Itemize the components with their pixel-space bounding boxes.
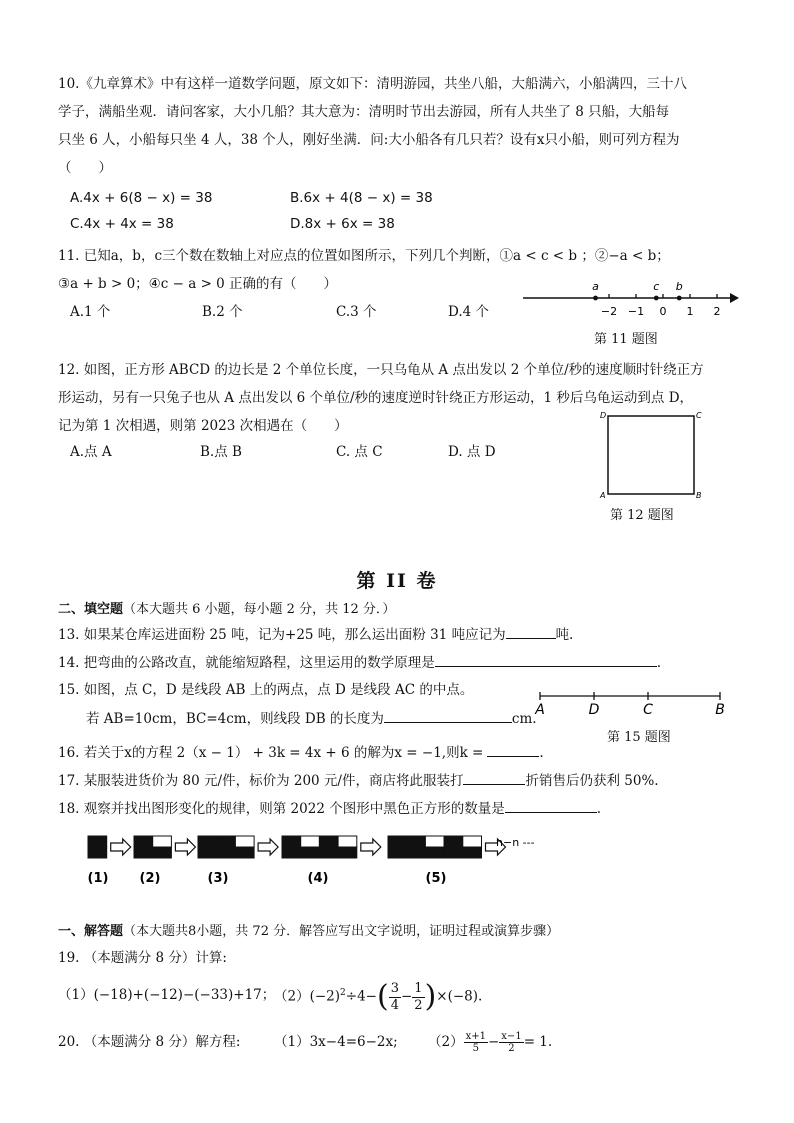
q16 xyxy=(58,742,544,763)
q19-fraction-2 xyxy=(412,981,424,1014)
solve-heading-rest: （本大题共8小题，共 72 分．解答应写出文字说明，证明过程或演算步骤） xyxy=(123,924,560,939)
solve-heading xyxy=(58,920,559,939)
q20-p2-end: = 1. xyxy=(523,1034,553,1050)
pattern-square xyxy=(217,847,236,858)
q19-f1-den: 4 xyxy=(390,997,399,1013)
pattern-square xyxy=(198,836,217,847)
number-line-tick-label: 2 xyxy=(713,305,721,318)
q12-option-d: D. 点 D xyxy=(448,444,496,460)
q19-fraction-1 xyxy=(389,981,401,1014)
arrow-right-icon xyxy=(175,839,195,855)
q20-f1-den: 5 xyxy=(472,1043,479,1054)
pattern-tail-label: n−n --- xyxy=(496,836,535,849)
q20-fraction-1 xyxy=(464,1031,488,1054)
q19-f2-den: 2 xyxy=(414,997,423,1013)
pattern-square xyxy=(153,847,172,858)
pattern-square xyxy=(388,836,407,847)
pattern-square xyxy=(301,847,320,858)
q19-minus: − xyxy=(400,988,413,1005)
q10-line1: 10.《九章算术》中有这样一道数学问题，原文如下：清明游园，共坐八船，大船满六，小船满四，三十八 xyxy=(58,76,687,92)
q12-option-c: C. 点 C xyxy=(336,444,383,460)
q12-line2: 形运动，另有一只兔子也从 A 点出发以 6 个单位/秒的速度逆时针绕正方形运动，1 秒后乌龟运动到点 D， xyxy=(58,390,694,406)
q16-text: 16. 若关于x的方程 2（x − 1） + 3k = 4x + 6 的解为x = −1,则k = xyxy=(58,745,484,761)
pattern-square xyxy=(134,847,153,858)
pattern-label: (4) xyxy=(307,871,329,886)
q12-option-b: B.点 B xyxy=(200,444,242,460)
q13-text: 13. 如果某仓库运进面粉 25 吨，记为+25 吨，那么运出面粉 31 吨应记为 xyxy=(58,627,506,643)
q18-blank[interactable] xyxy=(505,798,597,813)
corner-c-label: C xyxy=(696,411,702,420)
pattern-square xyxy=(88,847,107,858)
q14-end: . xyxy=(656,655,662,671)
q11-caption: 第 11 题图 xyxy=(594,332,658,347)
q20-f2-den: 2 xyxy=(508,1043,515,1054)
q19-f1-num: 3 xyxy=(390,980,399,996)
q10-line3: 只坐 6 人，小船每只坐 4 人，38 个人，刚好坐满．问:大小船各有几只若？设有x只小船，则可列方程为 xyxy=(58,132,680,148)
q19-open-paren: ( xyxy=(376,979,389,1014)
q19-p2-mid: ÷4− xyxy=(345,988,377,1005)
q13 xyxy=(58,624,573,645)
pattern-square xyxy=(444,836,463,847)
q19-close-paren: ) xyxy=(424,979,437,1014)
q20-minus: − xyxy=(487,1034,500,1050)
corner-a-label: A xyxy=(600,491,606,500)
q15-unit: cm. xyxy=(511,711,537,727)
q17-text: 17. 某服装进货价为 80 元/件，标价为 200 元/件，商店将此服装打 xyxy=(58,773,464,789)
q19-f2-num: 1 xyxy=(414,980,423,996)
number-line-point-c xyxy=(654,296,659,301)
number-line-arrow-icon xyxy=(730,293,739,303)
q10-option-b: B.6x + 4(8 − x) = 38 xyxy=(290,190,433,206)
fill-heading-rest: （本大题共 6 小题，每小题 2 分，共 12 分．） xyxy=(123,602,396,617)
pattern-label: (5) xyxy=(425,871,447,886)
q11-option-b: B.2 个 xyxy=(202,304,243,320)
number-line-point-b xyxy=(677,296,682,301)
q15-text: 若 AB=10cm，BC=4cm，则线段 DB 的长度为 xyxy=(86,711,384,727)
q11-line1: 11. 已知a，b，c三个数在数轴上对应点的位置如图所示，下列几个判断，①a < c < b ；②−a < b； xyxy=(58,248,670,264)
arrow-right-icon xyxy=(111,839,131,855)
fill-heading xyxy=(58,598,395,617)
q10-option-d: D.8x + 6x = 38 xyxy=(290,216,395,232)
q14 xyxy=(58,652,661,673)
number-line-point-label: b xyxy=(675,280,683,293)
q20-f1-num: x+1 xyxy=(465,1031,486,1042)
q20-fraction-2 xyxy=(499,1031,523,1054)
segment-point-label: B xyxy=(715,702,725,718)
q15-line1: 15. 如图，点 C，D 是线段 AB 上的两点，点 D 是线段 AC 的中点。 xyxy=(58,682,474,698)
q19-exponent: 2 xyxy=(340,988,346,998)
q12-square-figure xyxy=(598,408,710,500)
q20-f2-num: x−1 xyxy=(501,1031,522,1042)
pattern-square xyxy=(217,836,236,847)
segment-point-label: D xyxy=(588,702,600,718)
q19-part1: （1）(−18)+(−12)−(−33)+17； xyxy=(58,987,276,1003)
q19-p2-end: ×(−8). xyxy=(436,988,483,1005)
q15-caption: 第 15 题图 xyxy=(607,730,671,745)
pattern-square xyxy=(235,836,254,847)
pattern-square xyxy=(153,836,172,847)
q16-blank[interactable] xyxy=(487,742,539,757)
pattern-square xyxy=(463,836,482,847)
q11-line2: ③a + b > 0；④c − a > 0 正确的有（ ） xyxy=(58,276,338,292)
q19-title: 19. （本题满分 8 分）计算: xyxy=(58,950,227,966)
q10-option-a: A.4x + 6(8 − x) = 38 xyxy=(70,190,213,206)
pattern-square xyxy=(407,847,426,858)
q12-line1: 12. 如图，正方形 ABCD 的边长是 2 个单位长度，一只乌龟从 A 点出发以 2 个单位/秒的速度顺时针绕正方 xyxy=(58,362,704,378)
q18-text: 18. 观察并找出图形变化的规律，则第 2022 个图形中黑色正方形的数量是 xyxy=(58,801,505,817)
q13-blank[interactable] xyxy=(506,624,556,639)
solve-heading-bold: 一、解答题 xyxy=(58,924,124,939)
q17 xyxy=(58,770,659,791)
number-line-point-label: c xyxy=(653,280,660,293)
pattern-square xyxy=(338,836,357,847)
q19-part2 xyxy=(274,976,482,1014)
q10-line4: （ ） xyxy=(58,160,112,176)
arrow-right-icon xyxy=(361,839,381,855)
q15-blank[interactable] xyxy=(384,708,512,723)
pattern-label: (2) xyxy=(139,871,161,886)
corner-b-label: B xyxy=(696,491,702,500)
q17-blank[interactable] xyxy=(463,770,525,785)
q10-line2: 学子，满船坐观．请问客家，大小几船？其大意为：清明时节出去游园，所有人共坐了 8 只船，大船每 xyxy=(58,104,670,120)
corner-d-label: D xyxy=(600,411,607,420)
pattern-square xyxy=(282,847,301,858)
q12-line3: 记为第 1 次相遇，则第 2023 次相遇在（ ） xyxy=(58,418,348,434)
section-title: 第 II 卷 xyxy=(356,570,438,592)
pattern-square xyxy=(444,847,463,858)
pattern-label: (3) xyxy=(207,871,229,886)
pattern-square xyxy=(425,847,444,858)
q10-option-c: C.4x + 4x = 38 xyxy=(70,216,174,232)
q20-part2 xyxy=(428,1026,552,1058)
segment-point-label: C xyxy=(643,702,653,718)
q13-unit: 吨. xyxy=(555,627,574,643)
q11-option-a: A.1 个 xyxy=(70,304,111,320)
pattern-square xyxy=(282,836,301,847)
pattern-square xyxy=(235,847,254,858)
number-line-tick-label: 0 xyxy=(659,305,667,318)
q12-caption: 第 12 题图 xyxy=(610,508,674,523)
pattern-square xyxy=(319,836,338,847)
segment-point-label: A xyxy=(535,702,545,718)
q20-title: 20. （本题满分 8 分）解方程: xyxy=(58,1034,241,1050)
q20-part1: （1）3x−4=6−2x; xyxy=(274,1034,398,1050)
fill-heading-bold: 二、填空题 xyxy=(58,602,124,617)
q17-end: 折销售后仍获利 50%. xyxy=(525,773,659,789)
q20-p2-start: （2） xyxy=(428,1034,464,1050)
number-line-tick-label: −2 xyxy=(600,305,618,318)
pattern-square xyxy=(463,847,482,858)
q16-end: . xyxy=(539,745,544,761)
number-line-tick-label: 1 xyxy=(686,305,694,318)
q19-p2-start: （2）(−2) xyxy=(274,988,341,1005)
pattern-square xyxy=(88,836,107,847)
q15-line2 xyxy=(86,708,537,729)
pattern-square xyxy=(319,847,338,858)
q11-option-d: D.4 个 xyxy=(448,304,490,320)
pattern-square xyxy=(338,847,357,858)
pattern-square xyxy=(407,836,426,847)
arrow-right-icon xyxy=(258,839,278,855)
number-line-point-label: a xyxy=(592,280,599,293)
number-line-point-a xyxy=(593,296,598,301)
square-abcd xyxy=(608,416,694,494)
q18-pattern-figure xyxy=(86,830,576,886)
q18-end: . xyxy=(596,801,601,817)
q15-segment-figure xyxy=(530,686,730,718)
q18 xyxy=(58,798,601,819)
q14-blank[interactable] xyxy=(435,652,657,667)
pattern-square xyxy=(425,836,444,847)
pattern-square xyxy=(388,847,407,858)
q11-option-c: C.3 个 xyxy=(336,304,377,320)
q12-option-a: A.点 A xyxy=(70,444,112,460)
q11-number-line xyxy=(515,278,740,323)
pattern-square xyxy=(198,847,217,858)
pattern-square xyxy=(134,836,153,847)
pattern-label: (1) xyxy=(87,871,109,886)
pattern-square xyxy=(301,836,320,847)
q14-text: 14. 把弯曲的公路改直，就能缩短路程，这里运用的数学原理是 xyxy=(58,655,435,671)
number-line-tick-label: −1 xyxy=(627,305,645,318)
